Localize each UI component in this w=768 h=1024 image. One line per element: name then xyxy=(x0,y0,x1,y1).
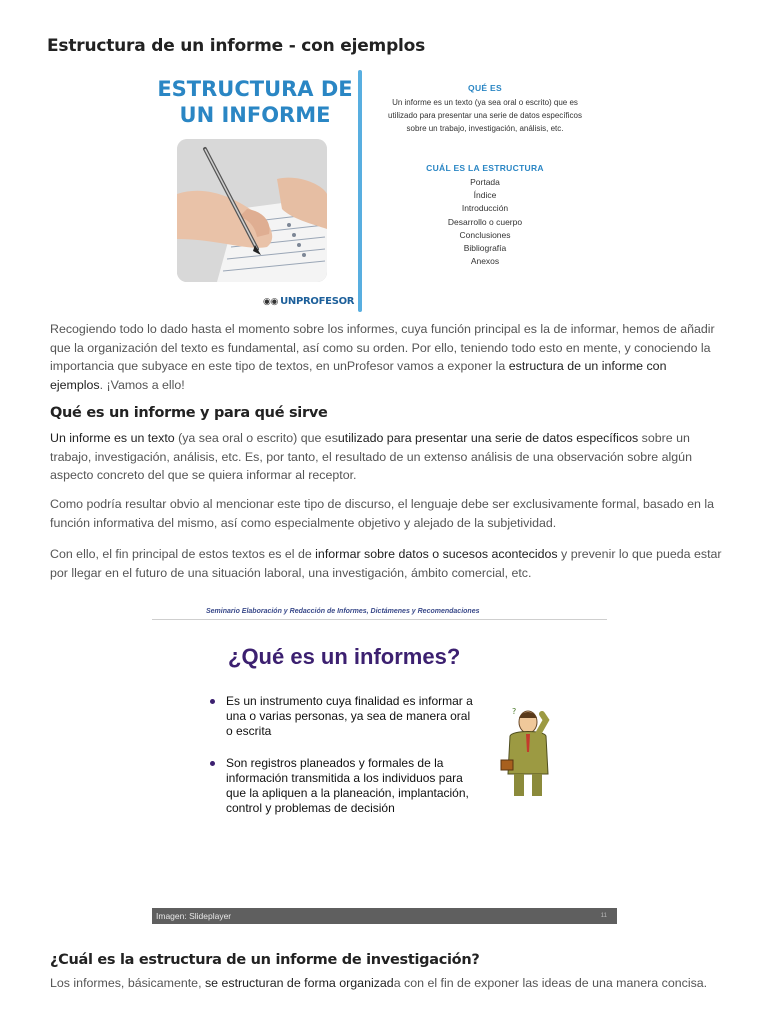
que-es-heading: QUÉ ES xyxy=(468,83,502,93)
infographic-title-line1: ESTRUCTURA DE xyxy=(157,77,353,101)
intro-text-end: . ¡Vamos a ello! xyxy=(99,377,185,392)
slide-bullet: Es un instrumento cuya finalidad es informar a una o varias personas, ya sea de manera oral o escrita xyxy=(208,694,478,740)
que-es-line2: utilizado para presentar una serie de datos específicos xyxy=(388,111,582,120)
estructura-heading: CUÁL ES LA ESTRUCTURA xyxy=(426,163,544,173)
section1-paragraph3 xyxy=(50,545,722,582)
slide-header-divider xyxy=(152,619,607,620)
body-text: Con ello, el fin principal de estos textos es el de xyxy=(50,547,316,561)
slide-header: Seminario Elaboración y Redacción de Informes, Dictámenes y Recomendaciones xyxy=(206,608,480,615)
que-es-line3: sobre un trabajo, investigación, análisis, etc. xyxy=(406,124,564,133)
slide-page-number: 11 xyxy=(600,913,607,919)
estructura-link[interactable]: estructura de un informe con ejemplos xyxy=(50,359,667,392)
list-item: Desarrollo o cuerpo xyxy=(447,216,523,227)
highlight-text: se estructuran de forma organizad xyxy=(204,976,394,990)
infographic-left-panel xyxy=(155,66,355,314)
list-item: Anexos xyxy=(470,256,500,267)
body-text: y prevenir lo que pueda estar por llegar en el futuro de una situación laboral, una investigación, ámbito comercial, etc. xyxy=(50,547,722,580)
logo-text: UNPROFESOR xyxy=(280,296,355,307)
highlight-text: Un informe es un texto xyxy=(50,431,175,445)
page-title: Estructura de un informe - con ejemplos xyxy=(47,36,426,56)
highlight-text: utilizado para presentar una serie de datos específicos xyxy=(337,431,639,445)
body-text: (ya sea oral o escrito) que es xyxy=(174,431,338,445)
slide-title: ¿Qué es un informes? xyxy=(228,644,461,669)
list-item: Portada xyxy=(470,177,500,187)
list-item: Introducción xyxy=(461,203,509,214)
infographic-image xyxy=(155,66,582,314)
list-item: Índice xyxy=(473,190,497,201)
body-text: sobre un trabajo, investigación, análisis, etc. Es, por tanto, el resultado de un extenso análisis de una observación sobre algún aspecto concreto del que se quiera informar al receptor. xyxy=(50,431,692,482)
highlight-text: informar sobre datos o sucesos acontecidos xyxy=(315,547,558,561)
section1-paragraph1 xyxy=(50,429,722,485)
camera-icon: ◉◉ xyxy=(263,297,279,307)
intro-paragraph xyxy=(50,320,722,394)
body-text: Los informes, básicamente, xyxy=(50,976,205,990)
caption-text: Imagen: Slideplayer xyxy=(156,911,232,921)
list-item: Conclusiones xyxy=(459,229,511,240)
slide-bullet-list xyxy=(208,694,478,832)
image-caption xyxy=(152,908,617,924)
body-text: a con el fin de exponer las ideas de una manera concisa. xyxy=(393,976,708,990)
intro-text: Recogiendo todo lo dado hasta el momento sobre los informes, cuya función principal es la de informar, hemos de añadir que la organización del texto es fundamental, así como su orden. Por ello, teniendo todo esto en mente, y conociendo la importancia que subyace en este tipo de textos, en unProfesor vamos a exponer la xyxy=(50,322,715,373)
infographic-right-panel xyxy=(365,66,605,314)
unprofesor-logo xyxy=(263,296,354,307)
list-item: Bibliografía xyxy=(463,243,507,254)
slide-image xyxy=(152,600,617,924)
svg-text:?: ? xyxy=(512,707,517,716)
thinking-man-icon xyxy=(498,706,558,802)
slide-bullet: Son registros planeados y formales de la información transmitida a los individuos para que la apliquen a la planeación, implantación, control y problemas de decisión xyxy=(208,756,478,817)
infographic-divider xyxy=(358,70,362,312)
section-heading-que-es: Qué es un informe y para qué sirve xyxy=(50,405,328,421)
que-es-line1: Un informe es un texto (ya sea oral o escrito) que es xyxy=(392,98,578,107)
infographic-title-line2: UN INFORME xyxy=(179,103,331,127)
section-heading-estructura: ¿Cuál es la estructura de un informe de investigación? xyxy=(50,952,480,968)
section2-paragraph1 xyxy=(50,974,722,993)
writing-hand-illustration xyxy=(177,139,327,282)
section1-paragraph2: Como podría resultar obvio al mencionar este tipo de discurso, el lenguaje debe ser exclusivamente formal, basado en la función informativa del mismo, así como especialmente objetivo y alejado de la subjetividad. xyxy=(50,497,714,530)
writing-hand-photo xyxy=(177,139,327,282)
estructura-list xyxy=(365,176,605,268)
